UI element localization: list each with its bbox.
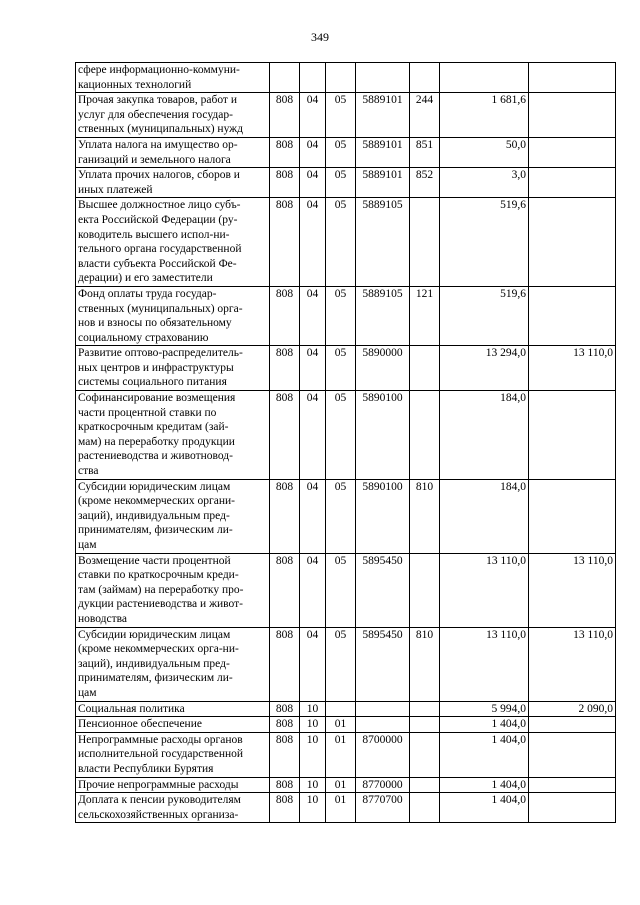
- table-row: [76, 627, 616, 701]
- section-code-cell: 10: [300, 777, 326, 793]
- subventions-amount-cell: [529, 793, 616, 823]
- total-amount-cell: 184,0: [440, 479, 529, 553]
- expense-name-cell: Пенсионное обеспечение: [76, 717, 270, 733]
- expense-type-cell: 852: [410, 168, 440, 198]
- target-article-cell: 5889101: [356, 137, 410, 167]
- expense-type-cell: [410, 63, 440, 93]
- subsection-code-cell: 05: [326, 286, 356, 345]
- subsection-code-cell: 01: [326, 717, 356, 733]
- subventions-amount-cell: [529, 286, 616, 345]
- expense-type-cell: 810: [410, 627, 440, 701]
- subventions-amount-cell: [529, 137, 616, 167]
- table-body: [76, 63, 616, 823]
- subsection-code-cell: 05: [326, 479, 356, 553]
- table-row: [76, 479, 616, 553]
- target-article-cell: 5890000: [356, 346, 410, 391]
- ministry-code-cell: [270, 63, 300, 93]
- ministry-code-cell: 808: [270, 732, 300, 777]
- expense-name-cell: Уплата налога на имущество ор- ганизаций и земельного налога: [76, 137, 270, 167]
- subventions-amount-cell: [529, 198, 616, 287]
- expense-type-cell: 244: [410, 93, 440, 138]
- subventions-amount-cell: [529, 777, 616, 793]
- subsection-code-cell: 01: [326, 777, 356, 793]
- table-row: [76, 168, 616, 198]
- total-amount-cell: 5 994,0: [440, 701, 529, 717]
- expense-name-cell: Социальная политика: [76, 701, 270, 717]
- ministry-code-cell: 808: [270, 777, 300, 793]
- ministry-code-cell: 808: [270, 391, 300, 480]
- expense-type-cell: [410, 553, 440, 627]
- subsection-code-cell: 05: [326, 137, 356, 167]
- total-amount-cell: [440, 63, 529, 93]
- total-amount-cell: 519,6: [440, 198, 529, 287]
- target-article-cell: 5889105: [356, 286, 410, 345]
- page-number: 349: [311, 30, 329, 44]
- subventions-amount-cell: [529, 717, 616, 733]
- section-code-cell: 04: [300, 168, 326, 198]
- expense-type-cell: [410, 391, 440, 480]
- expense-name-cell: Непрограммные расходы органов исполнительной государственной власти Республики Бурятия: [76, 732, 270, 777]
- section-code-cell: 10: [300, 793, 326, 823]
- section-code-cell: 04: [300, 391, 326, 480]
- expense-name-cell: Прочие непрограммные расходы: [76, 777, 270, 793]
- expense-type-cell: [410, 717, 440, 733]
- expense-name-cell: Высшее должностное лицо субъ- екта Российской Федерации (ру- ководитель высшего испол-ни- тельного органа государственной власти субъекта Российской Фе- дерации) и его заместители: [76, 198, 270, 287]
- subventions-amount-cell: [529, 63, 616, 93]
- target-article-cell: 5889101: [356, 93, 410, 138]
- section-code-cell: 04: [300, 346, 326, 391]
- subsection-code-cell: 05: [326, 553, 356, 627]
- expense-type-cell: [410, 701, 440, 717]
- table-row: [76, 93, 616, 138]
- section-code-cell: 10: [300, 732, 326, 777]
- target-article-cell: [356, 717, 410, 733]
- expense-name-cell: Доплата к пенсии руководителям сельскохозяйственных организа-: [76, 793, 270, 823]
- subsection-code-cell: 05: [326, 627, 356, 701]
- target-article-cell: 8770700: [356, 793, 410, 823]
- section-code-cell: [300, 63, 326, 93]
- expense-type-cell: 810: [410, 479, 440, 553]
- expense-name-cell: Развитие оптово-распределитель- ных центров и инфраструктуры системы социального питания: [76, 346, 270, 391]
- total-amount-cell: 1 404,0: [440, 793, 529, 823]
- section-code-cell: 04: [300, 479, 326, 553]
- target-article-cell: 5889101: [356, 168, 410, 198]
- total-amount-cell: 184,0: [440, 391, 529, 480]
- section-code-cell: 04: [300, 198, 326, 287]
- expense-name-cell: Софинансирование возмещения части процентной ставки по краткосрочным кредитам (зай- мам) на переработку продукции растениеводства и животновод- ства: [76, 391, 270, 480]
- subventions-amount-cell: [529, 732, 616, 777]
- subventions-amount-cell: [529, 93, 616, 138]
- subventions-amount-cell: 13 110,0: [529, 627, 616, 701]
- subsection-code-cell: [326, 63, 356, 93]
- total-amount-cell: 13 110,0: [440, 627, 529, 701]
- subventions-amount-cell: 2 090,0: [529, 701, 616, 717]
- target-article-cell: 5890100: [356, 479, 410, 553]
- section-code-cell: 04: [300, 627, 326, 701]
- subsection-code-cell: 05: [326, 168, 356, 198]
- target-article-cell: 8770000: [356, 777, 410, 793]
- ministry-code-cell: 808: [270, 701, 300, 717]
- expense-type-cell: [410, 793, 440, 823]
- subventions-amount-cell: 13 110,0: [529, 553, 616, 627]
- ministry-code-cell: 808: [270, 479, 300, 553]
- subventions-amount-cell: [529, 391, 616, 480]
- target-article-cell: [356, 63, 410, 93]
- subsection-code-cell: [326, 701, 356, 717]
- expense-type-cell: 121: [410, 286, 440, 345]
- subsection-code-cell: 05: [326, 93, 356, 138]
- ministry-code-cell: 808: [270, 168, 300, 198]
- subsection-code-cell: 05: [326, 346, 356, 391]
- expense-name-cell: Прочая закупка товаров, работ и услуг для обеспечения государ- ственных (муниципальных) нужд: [76, 93, 270, 138]
- expense-type-cell: [410, 198, 440, 287]
- total-amount-cell: 50,0: [440, 137, 529, 167]
- table-row: [76, 346, 616, 391]
- ministry-code-cell: 808: [270, 627, 300, 701]
- table-row: [76, 732, 616, 777]
- total-amount-cell: 1 404,0: [440, 717, 529, 733]
- table-row: [76, 137, 616, 167]
- expense-type-cell: [410, 732, 440, 777]
- expense-name-cell: Субсидии юридическим лицам (кроме некоммерческих органи- заций), индивидуальным пред- принимателям, физическим ли- цам: [76, 479, 270, 553]
- expense-type-cell: [410, 777, 440, 793]
- total-amount-cell: 3,0: [440, 168, 529, 198]
- ministry-code-cell: 808: [270, 346, 300, 391]
- ministry-code-cell: 808: [270, 198, 300, 287]
- total-amount-cell: 13 294,0: [440, 346, 529, 391]
- table-row: [76, 391, 616, 480]
- table-row: [76, 793, 616, 823]
- section-code-cell: 04: [300, 137, 326, 167]
- ministry-code-cell: 808: [270, 286, 300, 345]
- table-row: [76, 701, 616, 717]
- subventions-amount-cell: 13 110,0: [529, 346, 616, 391]
- expense-type-cell: 851: [410, 137, 440, 167]
- budget-table: [75, 62, 616, 823]
- expense-name-cell: Возмещение части процентной ставки по краткосрочным креди- там (займам) на переработку про- дукции растениеводства и живот- новодства: [76, 553, 270, 627]
- table-row: [76, 286, 616, 345]
- table-row: [76, 63, 616, 93]
- subsection-code-cell: 01: [326, 793, 356, 823]
- target-article-cell: 5895450: [356, 627, 410, 701]
- total-amount-cell: 1 404,0: [440, 732, 529, 777]
- section-code-cell: 04: [300, 553, 326, 627]
- target-article-cell: 8700000: [356, 732, 410, 777]
- table-row: [76, 777, 616, 793]
- target-article-cell: 5895450: [356, 553, 410, 627]
- subsection-code-cell: 05: [326, 198, 356, 287]
- table-row: [76, 553, 616, 627]
- target-article-cell: 5889105: [356, 198, 410, 287]
- subsection-code-cell: 05: [326, 391, 356, 480]
- target-article-cell: 5890100: [356, 391, 410, 480]
- total-amount-cell: 519,6: [440, 286, 529, 345]
- expense-name-cell: Фонд оплаты труда государ- ственных (муниципальных) орга- нов и взносы по обязательному социальному страхованию: [76, 286, 270, 345]
- total-amount-cell: 1 681,6: [440, 93, 529, 138]
- expense-type-cell: [410, 346, 440, 391]
- target-article-cell: [356, 701, 410, 717]
- total-amount-cell: 13 110,0: [440, 553, 529, 627]
- expense-name-cell: сфере информационно-коммуни- кационных технологий: [76, 63, 270, 93]
- expense-name-cell: Субсидии юридическим лицам (кроме некоммерческих орга-ни- заций), индивидуальным пред- принимателям, физическим ли- цам: [76, 627, 270, 701]
- section-code-cell: 10: [300, 701, 326, 717]
- section-code-cell: 04: [300, 286, 326, 345]
- table-row: [76, 198, 616, 287]
- subventions-amount-cell: [529, 479, 616, 553]
- ministry-code-cell: 808: [270, 793, 300, 823]
- subventions-amount-cell: [529, 168, 616, 198]
- section-code-cell: 04: [300, 93, 326, 138]
- ministry-code-cell: 808: [270, 553, 300, 627]
- section-code-cell: 10: [300, 717, 326, 733]
- subsection-code-cell: 01: [326, 732, 356, 777]
- table-row: [76, 717, 616, 733]
- ministry-code-cell: 808: [270, 93, 300, 138]
- total-amount-cell: 1 404,0: [440, 777, 529, 793]
- expense-name-cell: Уплата прочих налогов, сборов и иных платежей: [76, 168, 270, 198]
- ministry-code-cell: 808: [270, 137, 300, 167]
- ministry-code-cell: 808: [270, 717, 300, 733]
